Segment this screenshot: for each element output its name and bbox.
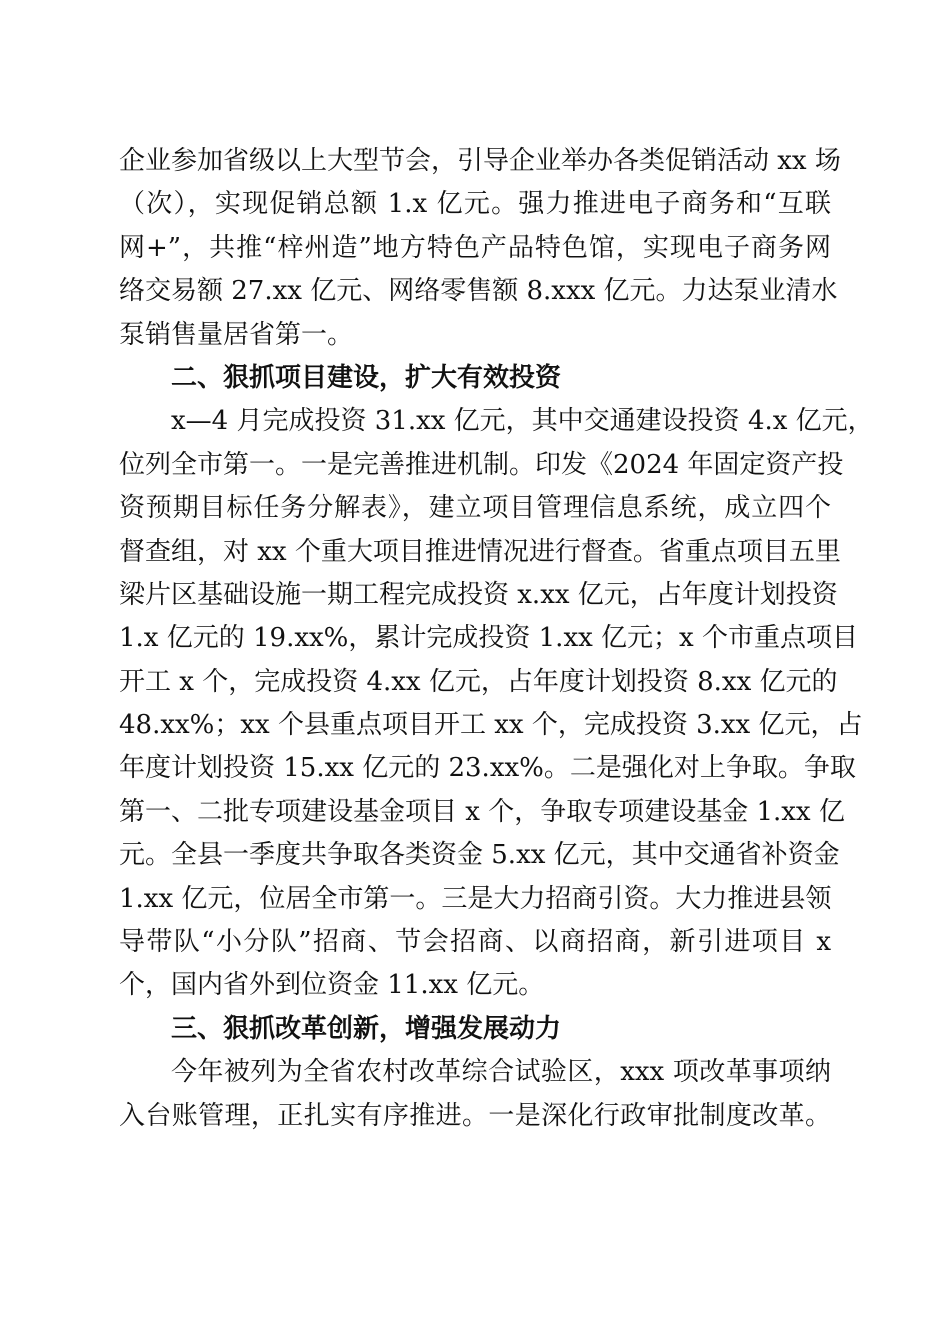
paragraph-3-line: 今年被列为全省农村改革综合试验区，xxx 项改革事项纳 [171, 1057, 831, 1088]
paragraph-1-line: 络交易额 27.xx 亿元、网络零售额 8.xxx 亿元。力达泵业清水 [119, 276, 838, 307]
paragraph-2-line: 1.x 亿元的 19.xx%，累计完成投资 1.xx 亿元；x 个市重点项目 [119, 623, 858, 654]
section-heading-3: 三、狠抓改革创新，增强发展动力 [171, 1013, 562, 1044]
paragraph-2-line: 开工 x 个，完成投资 4.xx 亿元，占年度计划投资 8.xx 亿元的 [119, 666, 838, 697]
paragraph-2-line: 1.xx 亿元，位居全市第一。三是大力招商引资。大力推进县领 [119, 883, 832, 914]
paragraph-2-line: 第一、二批专项建设基金项目 x 个，争取专项建设基金 1.xx 亿 [119, 796, 845, 827]
paragraph-2-line: 个，国内省外到位资金 11.xx 亿元。 [119, 970, 545, 1001]
paragraph-2-line: 48.xx%；xx 个县重点项目开工 xx 个，完成投资 3.xx 亿元，占 [119, 710, 863, 741]
paragraph-2-line: 元。全县一季度共争取各类资金 5.xx 亿元，其中交通省补资金 [119, 840, 840, 871]
paragraph-1-line: （次），实现促销总额 1.x 亿元。强力推进电子商务和“互联 [119, 189, 831, 220]
paragraph-2-line: x—4 月完成投资 31.xx 亿元，其中交通建设投资 4.x 亿元， [171, 406, 874, 437]
section-heading-2: 二、狠抓项目建设，扩大有效投资 [171, 362, 562, 393]
paragraph-1-line: 网+”，共推“梓州造”地方特色产品特色馆，实现电子商务网 [119, 232, 831, 263]
paragraph-1-line: 泵销售量居省第一。 [119, 319, 354, 350]
paragraph-2-line: 资预期目标任务分解表》，建立项目管理信息系统，成立四个 [119, 493, 831, 524]
paragraph-2-line: 年度计划投资 15.xx 亿元的 23.xx%。二是强化对上争取。争取 [119, 753, 856, 784]
paragraph-1-line: 企业参加省级以上大型节会，引导企业举办各类促销活动 xx 场 [119, 146, 841, 176]
paragraph-3-line: 入台账管理，正扎实有序推进。一是深化行政审批制度改革。 [119, 1100, 831, 1131]
paragraph-2-line: 位列全市第一。一是完善推进机制。印发《2024 年固定资产投 [119, 449, 844, 480]
paragraph-2-line: 督查组，对 xx 个重大项目推进情况进行督查。省重点项目五里 [119, 536, 841, 567]
paragraph-2-line: 导带队“小分队”招商、节会招商、以商招商，新引进项目 x [119, 927, 831, 958]
document-page [119, 140, 874, 1138]
paragraph-2-line: 梁片区基础设施一期工程完成投资 x.xx 亿元，占年度计划投资 [119, 579, 838, 610]
